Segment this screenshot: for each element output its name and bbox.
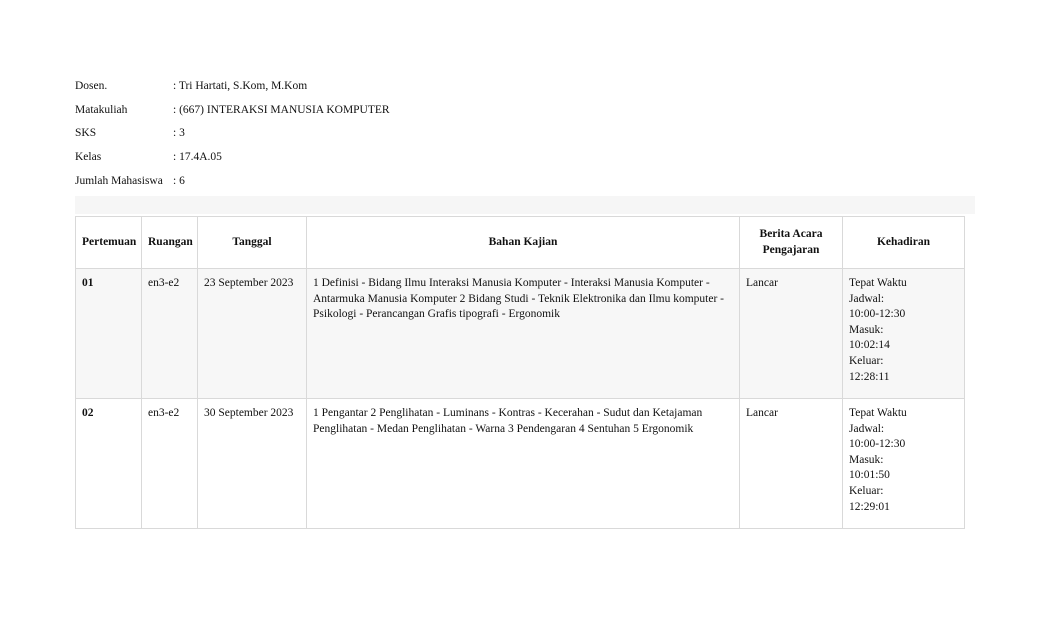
meeting-table <box>75 216 965 529</box>
check-out-label: Keluar: <box>849 484 884 497</box>
header-kehadiran: Kehadiran <box>843 217 965 269</box>
check-out-value: 12:28:11 <box>849 370 890 383</box>
info-label: Dosen. <box>75 79 108 92</box>
cell-pertemuan: 01 <box>76 269 142 399</box>
attendance-status: Tepat Waktu <box>849 277 907 289</box>
cell-berita-acara: Lancar <box>740 269 843 399</box>
header-berita-acara: Berita Acara Pengajaran <box>740 217 843 269</box>
cell-ruangan: en3-e2 <box>142 399 198 529</box>
cell-tanggal: 30 September 2023 <box>198 399 307 529</box>
table-row <box>76 269 965 399</box>
info-label: Jumlah Mahasiswa <box>75 175 163 188</box>
course-info <box>75 74 390 193</box>
cell-bahan-kajian: 1 Pengantar 2 Penglihatan - Luminans - Kontras - Kecerahan - Sudut dan Ketajaman Penglihatan - Medan Penglihatan - Warna 3 Pendengaran 4 Sentuhan 5 Ergonomik <box>307 399 740 529</box>
info-row-kelas <box>75 145 390 169</box>
info-row-dosen <box>75 74 390 98</box>
cell-kehadiran <box>843 269 965 399</box>
info-value: : 17.4A.05 <box>173 151 222 164</box>
info-row-jumlah-mahasiswa <box>75 169 390 193</box>
info-value: : 3 <box>173 127 185 140</box>
schedule-value: 10:00-12:30 <box>849 308 906 321</box>
info-value: : (667) INTERAKSI MANUSIA KOMPUTER <box>173 103 390 116</box>
check-in-value: 10:02:14 <box>849 339 890 352</box>
check-in-value: 10:01:50 <box>849 469 890 482</box>
cell-kehadiran <box>843 399 965 529</box>
table-header-row <box>76 217 965 269</box>
info-label: SKS <box>75 127 97 140</box>
cell-tanggal: 23 September 2023 <box>198 269 307 399</box>
info-row-matakuliah <box>75 98 390 122</box>
check-in-label: Masuk: <box>849 453 884 466</box>
header-ruangan: Ruangan <box>142 217 198 269</box>
check-out-label: Keluar: <box>849 354 884 367</box>
header-pertemuan: Pertemuan <box>76 217 142 269</box>
cell-berita-acara: Lancar <box>740 399 843 529</box>
schedule-value: 10:00-12:30 <box>849 438 906 451</box>
attendance-status: Tepat Waktu <box>849 407 907 419</box>
check-out-value: 12:29:01 <box>849 500 890 513</box>
info-row-sks <box>75 122 390 146</box>
schedule-label: Jadwal: <box>849 422 885 435</box>
table-top-band <box>75 196 975 214</box>
header-bahan-kajian: Bahan Kajian <box>307 217 740 269</box>
info-label: Matakuliah <box>75 103 128 116</box>
info-label: Kelas <box>75 151 102 164</box>
check-in-label: Masuk: <box>849 323 884 336</box>
cell-ruangan: en3-e2 <box>142 269 198 399</box>
table-row <box>76 399 965 529</box>
cell-pertemuan: 02 <box>76 399 142 529</box>
schedule-label: Jadwal: <box>849 292 885 305</box>
header-tanggal: Tanggal <box>198 217 307 269</box>
info-value: : Tri Hartati, S.Kom, M.Kom <box>173 79 308 92</box>
info-value: : 6 <box>173 175 185 188</box>
cell-bahan-kajian: 1 Definisi - Bidang Ilmu Interaksi Manusia Komputer - Interaksi Manusia Komputer - Antarmuka Manusia Komputer 2 Bidang Studi - Teknik Elektronika dan Ilmu komputer - Psikologi - Perancangan Grafis tipografi - Ergonomik <box>307 269 740 399</box>
